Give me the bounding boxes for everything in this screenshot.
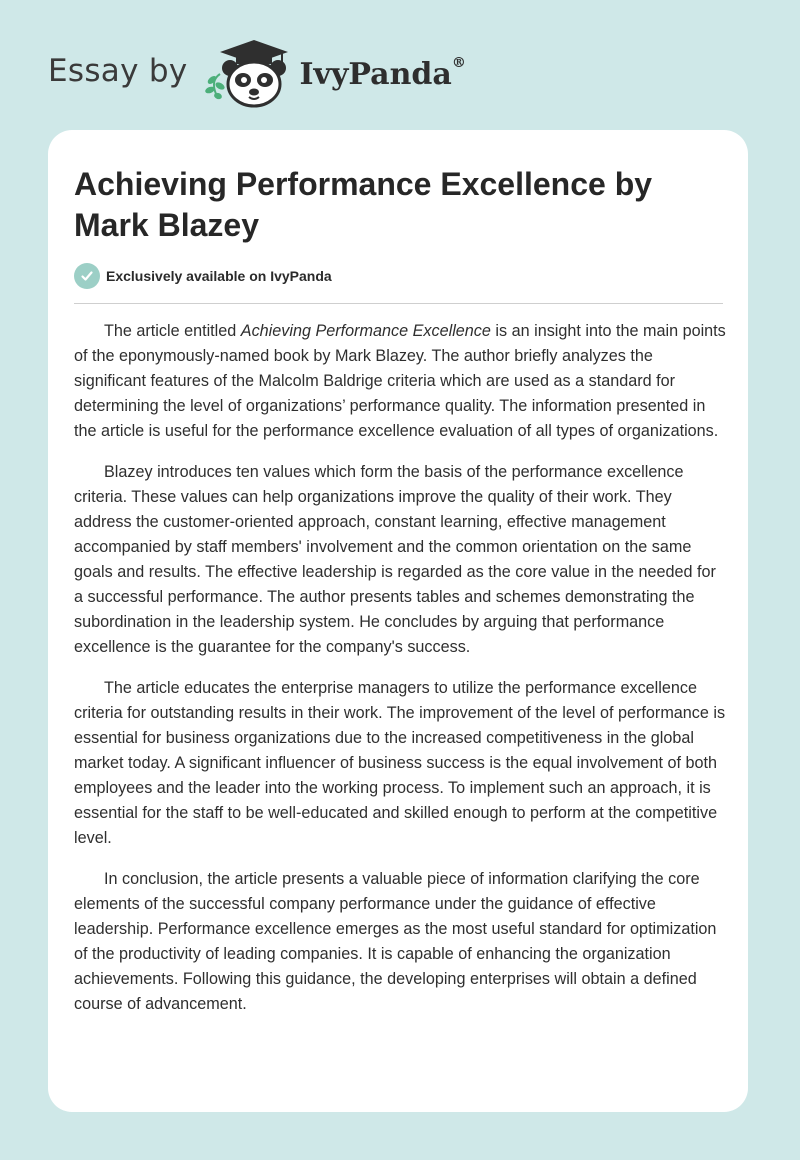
panda-graduate-icon[interactable]: [202, 34, 292, 110]
paragraph-1-lead: The article entitled: [104, 322, 241, 340]
paragraph-3: The article educates the enterprise managers to utilize the performance excellence criteria for outstanding results in their work. The improvement of the level of performance is essential for business organizations due to the increased competitiveness in the global market today. A significant influencer of business success is the equal involvement of both employees and the leader into the working process. To implement such an approach, it is essential for the staff to be well-educated and skilled enough to perform at the competitive level.: [74, 679, 726, 847]
exclusive-badge: [74, 263, 332, 289]
essay-body: [74, 319, 726, 1033]
essay-card: [48, 130, 748, 1112]
brand-name: IvyPanda: [299, 56, 452, 92]
exclusive-label: Exclusively available on IvyPanda: [106, 268, 332, 284]
title-divider: [74, 303, 723, 304]
paragraph-2: Blazey introduces ten values which form the basis of the performance excellence criteria. These values can help organizations improve the quality of their work. They address the customer-oriented approach, constant learning, effective management accompanied by staff members' involvement and the common orientation on the same goals and results. The effective leadership is regarded as the core value in the needed for a successful performance. The author presents tables and schemes demonstrating the subordination in the leadership system. He concludes by arguing that performance excellence is the guarantee for the company's success.: [74, 463, 716, 656]
check-circle-icon: [74, 263, 100, 289]
registered-mark: ®: [451, 54, 466, 71]
paragraph-4: In conclusion, the article presents a valuable piece of information clarifying the core elements of the successful company performance under the guidance of effective leadership. Performance excellence emerges as the most useful standard for optimization of the productivity of leading companies. It is capable of enhancing the organization achievements. Following this guidance, the developing enterprises will obtain a defined course of advancement.: [74, 870, 717, 1013]
paragraph-1-rest: is an insight into the main points of the eponymously-named book by Mark Blazey. The author briefly analyzes the significant features of the Malcolm Baldrige criteria which are used as a standard for determining the level of organizations’ performance quality. The information presented in the article is useful for the performance excellence evaluation of all types of organizations.: [74, 322, 726, 440]
paragraph-1: [74, 319, 726, 444]
book-title-italic: Achieving Performance Excellence: [240, 322, 491, 340]
site-header: [48, 32, 466, 112]
essay-by-label: Essay by: [48, 53, 188, 89]
brand-logo[interactable]: [299, 54, 466, 92]
page-title: Achieving Performance Excellence by Mark Blazey: [74, 166, 653, 243]
